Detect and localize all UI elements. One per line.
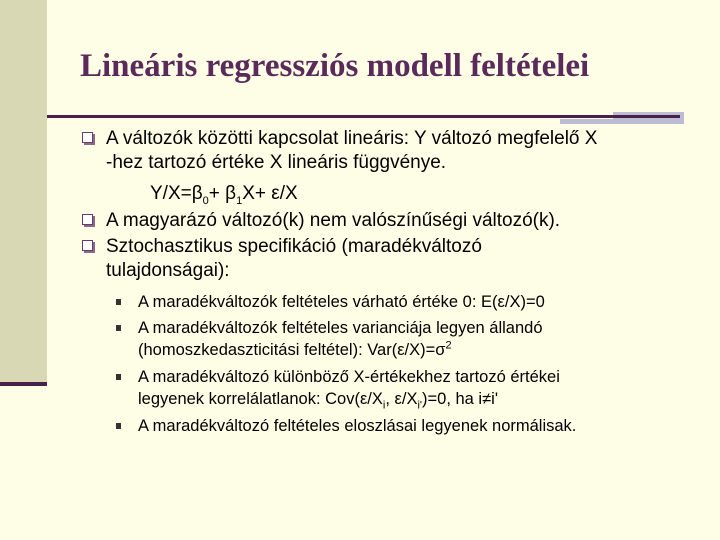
title-rule-accent-lower (560, 119, 684, 124)
left-decor-bar (0, 0, 47, 383)
checkbox-bullet-icon (82, 240, 93, 251)
subbullet-2-line-1: A maradékváltozók feltételes varianciája legyen állandó (138, 319, 543, 337)
subbullet-1: A maradékváltozók feltételes várható értéke 0: E(ε/X)=0 (138, 293, 545, 311)
subbullet-3-line-2: legyenek korrelálatlanok: $Cov(\varepsilon/X_i$, $\varepsilon/X_{i'})=0$, ha i≠i' (138, 390, 498, 412)
left-decor-line (0, 382, 47, 386)
regression-formula: $Y/X=\beta_0+ \beta_1X+ \varepsilon/X$ (150, 183, 298, 207)
square-bullet-icon (116, 299, 121, 305)
bullet-3-line-2: tulajdonságai): (106, 260, 230, 281)
bullet-2-line-1: A magyarázó változó(k) nem valószínűségi változó(k). (106, 210, 561, 231)
subbullet-4: A maradékváltozó feltételes eloszlásai legyenek normálisak. (138, 417, 577, 435)
checkbox-bullet-icon (82, 214, 93, 225)
bullet-3-line-1: Sztochasztikus specifikáció (maradékváltozó (106, 236, 482, 257)
bullet-1-line-1: A változók közötti kapcsolat lineáris: Y változó megfelelő X (106, 128, 598, 149)
subbullet-2-line-2: (homoszkedaszticitási feltétel): $Var(\varepsilon/X)=\sigma^2$ (138, 339, 452, 359)
square-bullet-icon (116, 325, 121, 331)
title-rule (47, 115, 680, 118)
checkbox-bullet-icon (82, 132, 93, 143)
bullet-1-line-2: -hez tartozó értéke X lineáris függvénye. (106, 152, 447, 173)
square-bullet-icon (116, 374, 121, 380)
square-bullet-icon (116, 423, 121, 429)
slide-title: Lineáris regressziós modell feltételei (80, 48, 590, 84)
subbullet-3-line-1: A maradékváltozó különböző X-értékekhez tartozó értékei (138, 368, 560, 386)
